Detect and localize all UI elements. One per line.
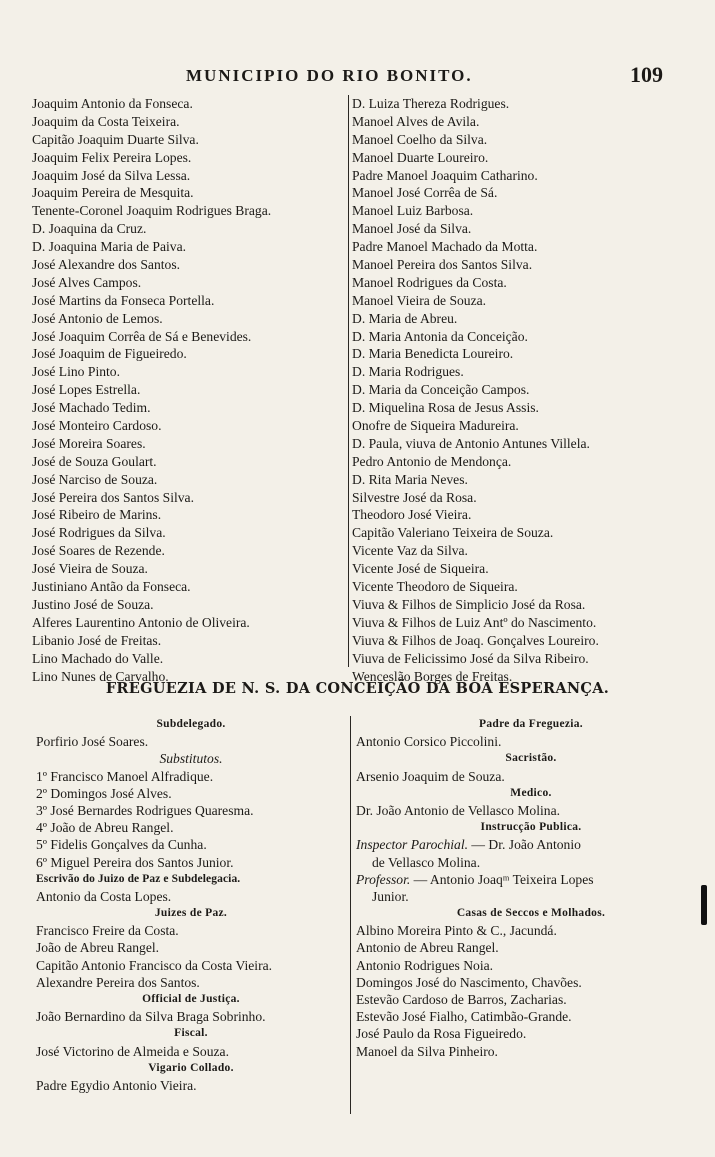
list-item: Antonio de Abreu Rangel.	[356, 940, 499, 956]
list-item: 5º Fidelis Gonçalves da Cunha.	[36, 837, 207, 853]
escrivao-name: Antonio da Costa Lopes.	[36, 888, 172, 904]
list-item: Theodoro José Vieira.	[352, 507, 472, 523]
list-item: Domingos José do Nascimento, Chavões.	[356, 974, 582, 990]
parish-officials-right	[356, 716, 706, 1060]
list-item: Capitão Antonio Francisco da Costa Vieira.	[36, 957, 273, 973]
list-item: Lino Nunes de Carvalho.	[32, 668, 169, 684]
list-item: Francisco Freire da Costa.	[36, 923, 179, 939]
list-item: Wenceslão Borges de Freitas.	[352, 668, 513, 684]
list-item: José Moreira Soares.	[32, 435, 146, 451]
professor-line	[356, 871, 706, 888]
sacristao-name: Arsenio Joaquim de Souza.	[356, 768, 505, 784]
list-item: José Antonio de Lemos.	[32, 310, 163, 326]
list-item: José Soares de Rezende.	[32, 543, 165, 559]
list-item: Albino Moreira Pinto & C., Jacundá.	[356, 923, 557, 939]
sacristao-heading: Sacristão.	[505, 752, 557, 765]
professor-role: Professor.	[356, 871, 411, 887]
list-item: José Narciso de Souza.	[32, 471, 158, 487]
vigario-heading: Vigario Collado.	[148, 1061, 234, 1074]
medico-name: Dr. João Antonio de Vellasco Molina.	[356, 802, 561, 818]
list-item: Joaquim Pereira de Mesquita.	[32, 185, 194, 201]
list-item: Justiniano Antão da Fonseca.	[32, 579, 191, 595]
binding-mark	[701, 885, 707, 925]
list-item: D. Maria Benedicta Loureiro.	[352, 346, 514, 362]
list-item: Manoel Coelho da Silva.	[352, 131, 488, 147]
list-item: José Vieira de Souza.	[32, 561, 148, 577]
list-item: José de Souza Goulart.	[32, 453, 157, 469]
juizes-heading: Juizes de Paz.	[154, 907, 228, 920]
list-item: 4º João de Abreu Rangel.	[36, 820, 174, 836]
list-item: D. Joaquina da Cruz.	[32, 221, 147, 237]
list-item: Manoel Alves de Avila.	[352, 113, 480, 129]
list-item: Vicente Theodoro de Siqueira.	[352, 579, 518, 595]
section-heading: FREGUEZIA DE N. S. DA CONCEIÇÃO DA BOA ESPERANÇA.	[105, 680, 610, 697]
list-item: Joaquim da Costa Teixeira.	[32, 113, 180, 129]
official-heading: Official de Justiça.	[142, 993, 240, 1005]
list-item: D. Miquelina Rosa de Jesus Assis.	[352, 400, 539, 416]
professor-name: — Antonio Joaqᵐ Teixeira Lopes	[413, 871, 594, 887]
list-item: Estevão José Fialho, Catimbão-Grande.	[356, 1009, 572, 1025]
padre-name: Antonio Corsico Piccolini.	[356, 734, 502, 750]
official-name: João Bernardino da Silva Braga Sobrinho.	[36, 1009, 266, 1025]
list-item: D. Paula, viuva de Antonio Antunes Villela.	[352, 435, 590, 451]
list-item: José Rodrigues da Silva.	[32, 525, 166, 541]
vigario-name: Padre Egydio Antonio Vieira.	[36, 1077, 197, 1093]
list-item: Viuva & Filhos de Simplicio José da Rosa.	[352, 596, 586, 612]
inspector-name-cont: de Vellasco Molina.	[372, 854, 481, 870]
list-item: José Ribeiro de Marins.	[32, 507, 162, 523]
inspector-name: — Dr. João Antonio	[471, 837, 581, 853]
list-item: Viuva de Felicissimo José da Silva Ribeiro.	[352, 650, 589, 666]
list-item: João de Abreu Rangel.	[36, 940, 160, 956]
running-title: MUNICIPIO DO RIO BONITO.	[186, 66, 473, 85]
subdelegado-heading: Subdelegado.	[156, 718, 226, 730]
list-item: Manoel Pereira dos Santos Silva.	[352, 257, 533, 273]
escrivao-heading: Escrivão do Juizo de Paz e Subdelegacia.	[36, 872, 241, 885]
list-item: 1º Francisco Manoel Alfradique.	[36, 768, 214, 784]
list-item: Onofre de Siqueira Madureira.	[352, 418, 519, 434]
professor-name-cont: Junior.	[372, 888, 409, 904]
list-item: D. Rita Maria Neves.	[352, 471, 468, 487]
list-item: José Lopes Estrella.	[32, 382, 141, 398]
inspector-line	[356, 836, 706, 853]
list-item: José Machado Tedim.	[32, 400, 151, 416]
list-item: Tenente-Coronel Joaquim Rodrigues Braga.	[32, 203, 272, 219]
padre-heading: Padre da Freguezia.	[479, 718, 583, 730]
list-item: José Alexandre dos Santos.	[32, 257, 181, 273]
list-item: Manoel José da Silva.	[352, 221, 472, 237]
list-item: Alferes Laurentino Antonio de Oliveira.	[32, 614, 250, 630]
column-divider	[348, 95, 349, 667]
list-item: José Martins da Fonseca Portella.	[32, 292, 215, 308]
list-item: Silvestre José da Rosa.	[352, 489, 477, 505]
fiscal-name: José Victorino de Almeida e Souza.	[36, 1043, 229, 1059]
list-item: Joaquim José da Silva Lessa.	[32, 167, 191, 183]
list-item: José Pereira dos Santos Silva.	[32, 489, 194, 505]
list-item: Manoel Luiz Barbosa.	[352, 203, 474, 219]
list-item: Joaquim Felix Pereira Lopes.	[32, 149, 192, 165]
inspector-role: Inspector Parochial.	[356, 837, 469, 853]
instrucao-heading: Instrucção Publica.	[480, 821, 582, 834]
list-item: Justino José de Souza.	[32, 596, 154, 612]
list-item: D. Maria da Conceição Campos.	[352, 382, 530, 398]
medico-heading: Medico.	[510, 786, 552, 799]
subdelegado-name: Porfirio José Soares.	[36, 734, 149, 750]
list-item: Viuva & Filhos de Luiz Antº do Nascimento.	[352, 614, 597, 630]
list-item: Antonio Rodrigues Noia.	[356, 957, 494, 973]
list-item: José Joaquim Corrêa de Sá e Benevides.	[32, 328, 252, 344]
list-item: Libanio José de Freitas.	[32, 632, 162, 648]
name-list-right	[352, 95, 707, 685]
list-item: 2º Domingos José Alves.	[36, 785, 172, 801]
list-item: Manoel da Silva Pinheiro.	[356, 1043, 498, 1059]
list-item: Lino Machado do Valle.	[32, 650, 164, 666]
list-item: Estevão Cardoso de Barros, Zacharias.	[356, 992, 567, 1007]
list-item: Padre Manoel Machado da Motta.	[352, 239, 538, 255]
list-item: Manoel Vieira de Souza.	[352, 292, 487, 308]
column-divider	[350, 716, 351, 1114]
list-item: Manoel Rodrigues da Costa.	[352, 274, 507, 290]
substitutos-heading: Substitutos.	[159, 751, 223, 767]
list-item: D. Maria de Abreu.	[352, 310, 458, 326]
list-item: 6º Miguel Pereira dos Santos Junior.	[36, 854, 234, 870]
list-item: Vicente Vaz da Silva.	[352, 543, 468, 559]
list-item: José Joaquim de Figueiredo.	[32, 346, 187, 362]
list-item: D. Luiza Thereza Rodrigues.	[352, 96, 510, 111]
list-item: D. Joaquina Maria de Paiva.	[32, 239, 187, 255]
list-item: José Paulo da Rosa Figueiredo.	[356, 1026, 527, 1042]
list-item: José Monteiro Cardoso.	[32, 418, 162, 434]
list-item: Viuva & Filhos de Joaq. Gonçalves Loureiro.	[352, 632, 599, 648]
name-list-left	[32, 95, 347, 685]
list-item: José Alves Campos.	[32, 274, 142, 290]
list-item: Pedro Antonio de Mendonça.	[352, 453, 512, 469]
parish-officials-left	[36, 716, 346, 1094]
list-item: D. Maria Antonia da Conceição.	[352, 328, 528, 344]
casas-heading: Casas de Seccos e Molhados.	[456, 907, 606, 920]
fiscal-heading: Fiscal.	[174, 1027, 208, 1040]
list-item: Manoel José Corrêa de Sá.	[352, 185, 498, 201]
list-item: D. Maria Rodrigues.	[352, 364, 464, 380]
list-item: José Lino Pinto.	[32, 364, 120, 380]
list-item: Manoel Duarte Loureiro.	[352, 149, 489, 165]
list-item: Joaquim Antonio da Fonseca.	[32, 96, 193, 111]
list-item: Vicente José de Siqueira.	[352, 561, 489, 577]
list-item: Capitão Valeriano Teixeira de Souza.	[352, 525, 554, 541]
list-item: Padre Manoel Joaquim Catharino.	[352, 167, 538, 183]
list-item: Capitão Joaquim Duarte Silva.	[32, 131, 199, 147]
list-item: 3º José Bernardes Rodrigues Quaresma.	[36, 802, 254, 818]
list-item: Alexandre Pereira dos Santos.	[36, 974, 200, 990]
page-number: 109	[630, 62, 663, 87]
